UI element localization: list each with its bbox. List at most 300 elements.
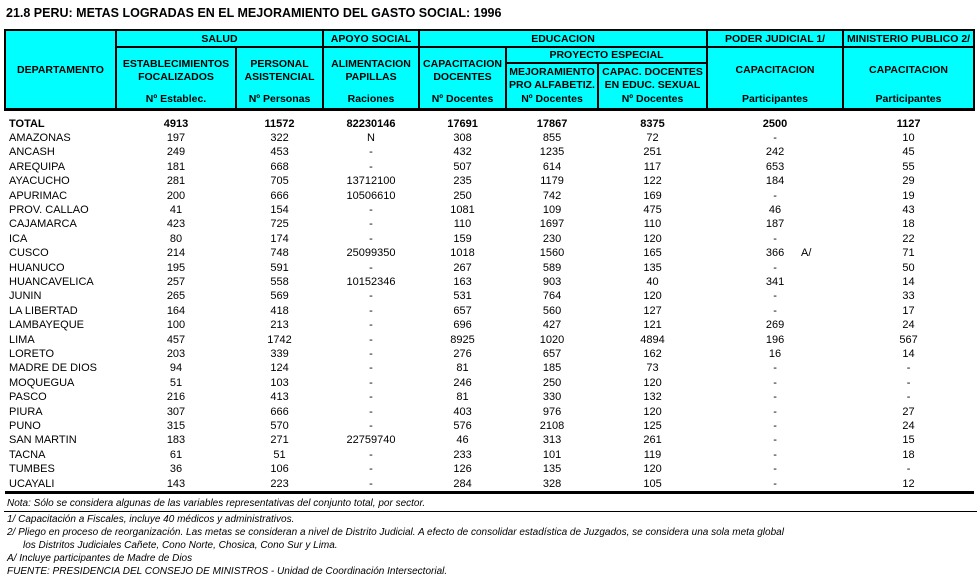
cell-capac-docentes-educ-sexual: 40 [646, 275, 659, 288]
cell-personal-asistencial: 569 [270, 290, 289, 303]
cell-ministerio-publico-capacitacion: 1127 [896, 117, 921, 130]
cell-capacitacion-docentes: 235 [453, 175, 472, 188]
cell-mejoramiento-pro-alfabetiz: 1697 [539, 218, 565, 231]
cell-capac-docentes-educ-sexual: 261 [643, 434, 662, 447]
cell-establecimientos-focalizados: 51 [169, 376, 183, 389]
cell-alimentacion-papillas: 10506610 [346, 189, 396, 202]
cell-establecimientos-focalizados: 100 [166, 319, 186, 332]
cell-ministerio-publico-capacitacion: 50 [902, 261, 915, 274]
cell-establecimientos-focalizados: 4913 [163, 117, 189, 130]
cell-establecimientos-focalizados: 61 [169, 448, 183, 461]
cell-capacitacion-docentes: 657 [453, 304, 472, 317]
cell-annotation: A/ [801, 247, 812, 260]
note-1: 1/ Capacitación a Fiscales, incluye 40 médicos y administrativos. [7, 514, 295, 526]
cell-mejoramiento-pro-alfabetiz: 109 [542, 203, 562, 216]
table-row [5, 246, 974, 260]
col-unit: Nº Personas [248, 93, 311, 105]
cell-departamento: ICA [9, 232, 28, 245]
cell-personal-asistencial: 271 [270, 434, 289, 447]
cell-alimentacion-papillas: 82230146 [346, 117, 396, 130]
cell-capacitacion-docentes: 696 [453, 319, 472, 332]
cell-poder-judicial-capacitacion: 187 [765, 218, 785, 231]
cell-establecimientos-focalizados: 183 [166, 434, 186, 447]
cell-establecimientos-focalizados: 197 [166, 131, 186, 144]
col-header-capacitacion-docentes: CAPACITACION DOCENTES Nº Docentes [419, 47, 506, 110]
cell-alimentacion-papillas: - [369, 333, 373, 346]
cell-personal-asistencial: 453 [270, 146, 289, 159]
table-row [5, 477, 974, 493]
cell-mejoramiento-pro-alfabetiz: 17867 [536, 117, 568, 130]
col-unit: Nº Establec. [145, 93, 207, 105]
page-title: 21.8 PERU: METAS LOGRADAS EN EL MEJORAMIENTO DEL GASTO SOCIAL: 1996 [6, 6, 502, 20]
spacer-row [5, 110, 974, 117]
cell-capacitacion-docentes: 576 [453, 420, 472, 433]
cell-poder-judicial-capacitacion: - [773, 434, 777, 447]
cell-capacitacion-docentes: 110 [453, 218, 472, 231]
group-header-salud: SALUD [116, 30, 323, 47]
cell-capacitacion-docentes: 432 [453, 146, 472, 159]
cell-poder-judicial-capacitacion: 269 [765, 319, 785, 332]
table-row [5, 203, 974, 217]
cell-value: 366 [765, 247, 785, 260]
cell-capacitacion-docentes: 233 [453, 448, 472, 461]
cell-establecimientos-focalizados: 265 [166, 290, 186, 303]
group-header-poder-judicial: PODER JUDICIAL 1/ [707, 30, 843, 47]
cell-poder-judicial-capacitacion: - [773, 232, 777, 245]
cell-poder-judicial-capacitacion: 184 [765, 175, 785, 188]
cell-personal-asistencial: 124 [270, 362, 289, 375]
col-header-departamento: DEPARTAMENTO [5, 30, 116, 110]
col-header-poder-judicial-capacitacion: CAPACITACION Participantes [707, 47, 843, 110]
cell-personal-asistencial: 668 [270, 160, 289, 173]
cell-alimentacion-papillas: - [323, 477, 419, 493]
col-unit: Nº Docentes [621, 93, 684, 105]
cell-ministerio-publico-capacitacion: 24 [902, 319, 915, 332]
cell-ministerio-publico-capacitacion: 18 [902, 448, 915, 461]
source-line: FUENTE: PRESIDENCIA DEL CONSEJO DE MINISTROS - Unidad de Coordinación Intersectorial. [7, 566, 448, 578]
table-header [5, 30, 974, 110]
cell-poder-judicial-capacitacion: - [773, 131, 777, 144]
cell-poder-judicial-capacitacion: 16 [768, 348, 782, 360]
cell-capac-docentes-educ-sexual: 475 [643, 203, 662, 216]
cell-mejoramiento-pro-alfabetiz: 589 [542, 261, 562, 274]
group-header-proyecto-especial: PROYECTO ESPECIAL [506, 47, 707, 63]
cell-capacitacion-docentes: 126 [453, 463, 472, 476]
cell-mejoramiento-pro-alfabetiz: 135 [542, 463, 562, 476]
cell-departamento: JUNIN [9, 290, 42, 303]
cell-establecimientos-focalizados: 307 [166, 405, 186, 418]
cell-personal-asistencial: 106 [270, 463, 289, 476]
cell-ministerio-publico-capacitacion: 15 [902, 434, 915, 447]
cell-poder-judicial-capacitacion: - [773, 304, 777, 317]
table-row [5, 419, 974, 433]
cell-departamento: UCAYALI [5, 477, 116, 493]
cell-alimentacion-papillas: 25099350 [346, 247, 396, 260]
cell-poder-judicial-capacitacion: - [773, 362, 777, 375]
cell-capacitacion-docentes: 531 [453, 290, 472, 303]
table-row [5, 261, 974, 275]
cell-establecimientos-focalizados: 216 [166, 391, 186, 404]
cell-personal-asistencial: 11572 [264, 117, 295, 130]
table-row [5, 217, 974, 231]
cell-capacitacion-docentes: 276 [453, 348, 472, 360]
cell-alimentacion-papillas: - [369, 405, 373, 418]
cell-alimentacion-papillas: - [369, 391, 373, 404]
cell-mejoramiento-pro-alfabetiz: 2108 [539, 420, 565, 433]
cell-personal-asistencial: 51 [273, 448, 286, 461]
cell-alimentacion-papillas: - [369, 319, 373, 332]
cell-personal-asistencial: 1742 [267, 333, 292, 346]
table-row [5, 174, 974, 188]
cell-personal-asistencial: 103 [270, 376, 289, 389]
cell-personal-asistencial: 748 [270, 247, 289, 260]
cell-departamento: CUSCO [9, 247, 49, 260]
cell-poder-judicial-capacitacion: - [773, 405, 777, 418]
table-row [5, 145, 974, 159]
cell-establecimientos-focalizados: 315 [166, 420, 186, 433]
col-header-personal-asistencial: PERSONAL ASISTENCIAL Nº Personas [236, 47, 323, 110]
cell-departamento: PUNO [9, 420, 41, 433]
cell-departamento: TUMBES [9, 463, 55, 476]
cell-mejoramiento-pro-alfabetiz: 764 [542, 290, 562, 303]
cell-establecimientos-focalizados: 36 [169, 463, 183, 476]
cell-capacitacion-docentes: 159 [453, 232, 472, 245]
cell-mejoramiento-pro-alfabetiz: 328 [506, 477, 598, 493]
cell-capacitacion-docentes: 46 [456, 434, 469, 447]
cell-alimentacion-papillas: - [369, 420, 373, 433]
cell-capacitacion-docentes: 250 [453, 189, 472, 202]
cell-capac-docentes-educ-sexual: 120 [643, 232, 662, 245]
note-2: 2/ Pliego en proceso de reorganización. Las metas se consideran a nivel de Distrito Judicial. A efecto de consolidar estadística de Juzgados, se considera una sola meta global [7, 527, 784, 539]
cell-personal-asistencial: 339 [270, 348, 289, 360]
cell-departamento: LORETO [9, 348, 55, 360]
group-header-ministerio-publico: MINISTERIO PUBLICO 2/ [843, 30, 974, 47]
cell-ministerio-publico-capacitacion: 14 [902, 275, 915, 288]
cell-departamento: TOTAL [9, 117, 45, 130]
cell-mejoramiento-pro-alfabetiz: 101 [542, 448, 562, 461]
cell-personal-asistencial: 154 [270, 203, 289, 216]
table-row [5, 405, 974, 419]
cell-capacitacion-docentes: 17691 [447, 117, 478, 130]
cell-establecimientos-focalizados: 181 [166, 160, 186, 173]
table-row [5, 117, 974, 131]
cell-alimentacion-papillas: 10152346 [346, 275, 396, 288]
header-sub-row [5, 47, 974, 63]
header-group-row [5, 30, 974, 47]
cell-ministerio-publico-capacitacion: 17 [902, 304, 915, 317]
table-row [5, 448, 974, 462]
cell-establecimientos-focalizados: 143 [116, 477, 236, 493]
cell-ministerio-publico-capacitacion: 19 [902, 189, 915, 202]
cell-establecimientos-focalizados: 423 [166, 218, 186, 231]
col-unit: Participantes [875, 93, 942, 105]
cell-mejoramiento-pro-alfabetiz: 185 [542, 362, 562, 375]
cell-poder-judicial-capacitacion: - [773, 463, 777, 476]
cell-capacitacion-docentes: 8925 [450, 333, 475, 346]
cell-personal-asistencial: 213 [270, 319, 289, 332]
cell-capac-docentes-educ-sexual: 121 [643, 319, 662, 332]
cell-capac-docentes-educ-sexual: 251 [643, 146, 662, 159]
cell-departamento: HUANCAVELICA [9, 275, 94, 288]
cell-departamento: TACNA [9, 448, 46, 461]
cell-poder-judicial-capacitacion: 653 [765, 160, 785, 173]
cell-departamento: MADRE DE DIOS [9, 362, 98, 375]
cell-ministerio-publico-capacitacion: 43 [902, 203, 915, 216]
cell-ministerio-publico-capacitacion: 14 [902, 348, 915, 360]
cell-capac-docentes-educ-sexual: 122 [643, 175, 662, 188]
table-row [5, 289, 974, 303]
cell-ministerio-publico-capacitacion: - [906, 362, 911, 375]
cell-ministerio-publico-capacitacion: 29 [902, 175, 915, 188]
cell-mejoramiento-pro-alfabetiz: 330 [542, 391, 562, 404]
cell-capacitacion-docentes: 507 [453, 160, 472, 173]
cell-ministerio-publico-capacitacion: 22 [902, 232, 915, 245]
cell-poder-judicial-capacitacion: - [773, 448, 777, 461]
note-general: Nota: Sólo se considera algunas de las variables representativas del conjunto total, por sector. [7, 498, 426, 510]
cell-establecimientos-focalizados: 214 [166, 247, 186, 260]
cell-capac-docentes-educ-sexual: 162 [643, 348, 662, 360]
cell-departamento: PROV. CALLAO [9, 203, 89, 216]
cell-departamento: SAN MARTIN [9, 434, 77, 447]
cell-poder-judicial-capacitacion: - [773, 376, 777, 389]
cell-establecimientos-focalizados: 457 [166, 333, 186, 346]
cell-poder-judicial-capacitacion: - [773, 290, 777, 303]
cell-mejoramiento-pro-alfabetiz: 855 [542, 131, 562, 144]
cell-capac-docentes-educ-sexual: 135 [643, 261, 662, 274]
cell-poder-judicial-capacitacion: 2500 [762, 117, 788, 130]
table-row [5, 376, 974, 390]
cell-ministerio-publico-capacitacion: - [906, 376, 911, 389]
cell-capac-docentes-educ-sexual: 132 [643, 391, 662, 404]
cell-alimentacion-papillas: - [369, 463, 373, 476]
cell-departamento: MOQUEGUA [9, 376, 75, 389]
cell-ministerio-publico-capacitacion: 567 [899, 333, 918, 346]
group-header-educacion: EDUCACION [419, 30, 707, 47]
table-row [5, 275, 974, 289]
cell-poder-judicial-capacitacion: 341 [765, 275, 785, 288]
cell-ministerio-publico-capacitacion: 27 [902, 405, 915, 418]
cell-alimentacion-papillas: - [369, 448, 373, 461]
footnotes [4, 494, 973, 578]
table-body [5, 110, 974, 493]
cell-capac-docentes-educ-sexual: 8375 [640, 117, 665, 130]
cell-capac-docentes-educ-sexual: 105 [598, 477, 707, 493]
table-row [5, 318, 974, 332]
cell-capac-docentes-educ-sexual: 4894 [640, 333, 665, 346]
table-row [5, 189, 974, 203]
cell-capac-docentes-educ-sexual: 120 [643, 463, 662, 476]
table-row [5, 462, 974, 476]
table-row [5, 131, 974, 145]
cell-mejoramiento-pro-alfabetiz: 976 [542, 405, 562, 418]
cell-mejoramiento-pro-alfabetiz: 657 [542, 348, 562, 360]
table-row [5, 333, 974, 347]
cell-establecimientos-focalizados: 200 [166, 189, 186, 202]
col-header-capac-docentes-educ-sexual: CAPAC. DOCENTES EN EDUC. SEXUAL Nº Docentes [598, 63, 707, 110]
cell-capac-docentes-educ-sexual: 117 [643, 160, 662, 173]
cell-ministerio-publico-capacitacion: 71 [902, 247, 915, 260]
cell-capac-docentes-educ-sexual: 119 [643, 448, 662, 461]
cell-capacitacion-docentes: 1081 [450, 203, 475, 216]
cell-departamento: ANCASH [9, 146, 55, 159]
cell-capacitacion-docentes: 1018 [450, 247, 475, 260]
cell-establecimientos-focalizados: 203 [166, 348, 186, 360]
cell-personal-asistencial: 223 [236, 477, 323, 493]
table-row [5, 304, 974, 318]
cell-alimentacion-papillas: - [369, 146, 373, 159]
cell-capacitacion-docentes: 163 [453, 275, 472, 288]
cell-alimentacion-papillas: - [369, 376, 373, 389]
cell-capac-docentes-educ-sexual: 120 [643, 405, 662, 418]
table-row [5, 361, 974, 375]
cell-poder-judicial-capacitacion: 46 [768, 203, 782, 216]
cell-mejoramiento-pro-alfabetiz: 903 [542, 275, 562, 288]
cell-personal-asistencial: 570 [270, 420, 289, 433]
cell-ministerio-publico-capacitacion: 55 [902, 160, 915, 173]
cell-establecimientos-focalizados: 257 [166, 275, 186, 288]
note-a: A/ Incluye participantes de Madre de Dios [7, 553, 193, 565]
table-row [5, 160, 974, 174]
cell-departamento: CAJAMARCA [9, 218, 77, 231]
cell-alimentacion-papillas: - [369, 218, 373, 231]
cell-capac-docentes-educ-sexual: 127 [643, 304, 662, 317]
cell-capac-docentes-educ-sexual: 120 [643, 376, 662, 389]
cell-capac-docentes-educ-sexual: 169 [643, 189, 662, 202]
cell-mejoramiento-pro-alfabetiz: 560 [542, 304, 562, 317]
cell-establecimientos-focalizados: 80 [169, 232, 183, 245]
cell-poder-judicial-capacitacion: - [707, 477, 843, 493]
cell-capacitacion-docentes: 246 [453, 376, 472, 389]
cell-alimentacion-papillas: N [367, 131, 375, 144]
cell-departamento: AYACUCHO [9, 175, 70, 188]
cell-personal-asistencial: 725 [270, 218, 289, 231]
cell-ministerio-publico-capacitacion: 24 [902, 420, 915, 433]
cell-personal-asistencial: 322 [270, 131, 289, 144]
note-2-continuation: los Distritos Judiciales Cañete, Cono Norte, Chosica, Cono Sur y Lima. [23, 540, 338, 552]
cell-capac-docentes-educ-sexual: 110 [643, 218, 662, 231]
cell-departamento: APURIMAC [9, 189, 68, 202]
cell-mejoramiento-pro-alfabetiz: 230 [542, 232, 562, 245]
cell-mejoramiento-pro-alfabetiz: 614 [542, 160, 562, 173]
table-row [5, 390, 974, 404]
col-unit: Nº Docentes [431, 93, 494, 105]
cell-personal-asistencial: 174 [270, 232, 289, 245]
cell-capacitacion-docentes: 403 [453, 405, 472, 418]
table-row [5, 433, 974, 447]
cell-establecimientos-focalizados: 41 [169, 203, 183, 216]
cell-ministerio-publico-capacitacion: 33 [902, 290, 915, 303]
cell-mejoramiento-pro-alfabetiz: 742 [542, 189, 562, 202]
cell-mejoramiento-pro-alfabetiz: 1235 [539, 146, 565, 159]
col-header-mejoramiento-pro-alfabetiz: MEJORAMIENTO PRO ALFABETIZ. Nº Docentes [506, 63, 598, 110]
cell-poder-judicial-capacitacion: - [773, 189, 777, 202]
cell-departamento: AREQUIPA [9, 160, 66, 173]
cell-alimentacion-papillas: - [369, 232, 373, 245]
cell-poder-judicial-capacitacion: 242 [765, 146, 785, 159]
table-row [5, 347, 974, 361]
cell-alimentacion-papillas: - [369, 261, 373, 274]
cell-alimentacion-papillas: 22759740 [346, 434, 396, 447]
cell-capacitacion-docentes: 81 [456, 391, 469, 404]
cell-establecimientos-focalizados: 164 [166, 304, 186, 317]
cell-personal-asistencial: 666 [270, 405, 289, 418]
cell-alimentacion-papillas: - [369, 290, 373, 303]
cell-ministerio-publico-capacitacion: - [906, 391, 911, 404]
cell-departamento: LA LIBERTAD [9, 304, 78, 317]
cell-ministerio-publico-capacitacion: 45 [902, 146, 915, 159]
cell-capac-docentes-educ-sexual: 72 [646, 131, 659, 144]
cell-departamento: LAMBAYEQUE [9, 319, 84, 332]
cell-capac-docentes-educ-sexual: 165 [643, 247, 662, 260]
cell-departamento: AMAZONAS [9, 131, 71, 144]
cell-alimentacion-papillas: - [369, 160, 373, 173]
cell-establecimientos-focalizados: 249 [166, 146, 186, 159]
cell-capacitacion-docentes: 308 [453, 131, 472, 144]
cell-poder-judicial-capacitacion [707, 246, 843, 260]
cell-personal-asistencial: 666 [270, 189, 289, 202]
cell-poder-judicial-capacitacion: - [773, 391, 777, 404]
data-table [4, 29, 975, 494]
cell-alimentacion-papillas: 13712100 [346, 175, 396, 188]
cell-capac-docentes-educ-sexual: 120 [643, 290, 662, 303]
cell-capac-docentes-educ-sexual: 125 [643, 420, 662, 433]
notes-divider [4, 511, 977, 512]
cell-mejoramiento-pro-alfabetiz: 1020 [539, 333, 565, 346]
cell-ministerio-publico-capacitacion: 10 [902, 131, 915, 144]
cell-poder-judicial-capacitacion: - [773, 261, 777, 274]
cell-mejoramiento-pro-alfabetiz: 313 [542, 434, 562, 447]
cell-alimentacion-papillas: - [369, 203, 373, 216]
cell-departamento: LIMA [9, 333, 35, 346]
cell-establecimientos-focalizados: 281 [166, 175, 186, 188]
table-row [5, 232, 974, 246]
cell-mejoramiento-pro-alfabetiz: 1560 [539, 247, 565, 260]
cell-establecimientos-focalizados: 195 [166, 261, 186, 274]
col-unit: Nº Docentes [521, 93, 583, 105]
cell-alimentacion-papillas: - [369, 362, 373, 375]
cell-alimentacion-papillas: - [369, 304, 373, 317]
cell-ministerio-publico-capacitacion: - [906, 463, 911, 476]
group-header-apoyo-social: APOYO SOCIAL [323, 30, 419, 47]
cell-personal-asistencial: 705 [270, 175, 289, 188]
cell-capacitacion-docentes: 267 [453, 261, 472, 274]
col-unit: Participantes [742, 93, 808, 105]
cell-personal-asistencial: 591 [270, 261, 289, 274]
cell-capac-docentes-educ-sexual: 73 [646, 362, 659, 375]
cell-poder-judicial-capacitacion: - [773, 420, 777, 433]
cell-alimentacion-papillas: - [369, 348, 373, 360]
cell-mejoramiento-pro-alfabetiz: 1179 [540, 175, 564, 188]
cell-personal-asistencial: 558 [270, 275, 289, 288]
col-header-ministerio-publico-capacitacion: CAPACITACION Participantes [843, 47, 974, 110]
col-unit: Raciones [347, 93, 395, 105]
cell-ministerio-publico-capacitacion: 18 [902, 218, 915, 231]
cell-poder-judicial-capacitacion: 196 [765, 333, 785, 346]
col-header-establecimientos-focalizados: ESTABLECIMIENTOS FOCALIZADOS Nº Establec. [116, 47, 236, 110]
cell-mejoramiento-pro-alfabetiz: 250 [542, 376, 562, 389]
cell-departamento: HUANUCO [9, 261, 65, 274]
cell-ministerio-publico-capacitacion: 12 [843, 477, 974, 493]
cell-capacitacion-docentes: 284 [419, 477, 506, 493]
cell-capacitacion-docentes: 81 [456, 362, 469, 375]
cell-departamento: PASCO [9, 391, 47, 404]
col-header-alimentacion-papillas: ALIMENTACION PAPILLAS Raciones [323, 47, 419, 110]
cell-departamento: PIURA [9, 405, 43, 418]
cell-personal-asistencial: 413 [270, 391, 289, 404]
cell-personal-asistencial: 418 [270, 304, 289, 317]
cell-mejoramiento-pro-alfabetiz: 427 [542, 319, 562, 332]
cell-establecimientos-focalizados: 94 [169, 362, 183, 375]
